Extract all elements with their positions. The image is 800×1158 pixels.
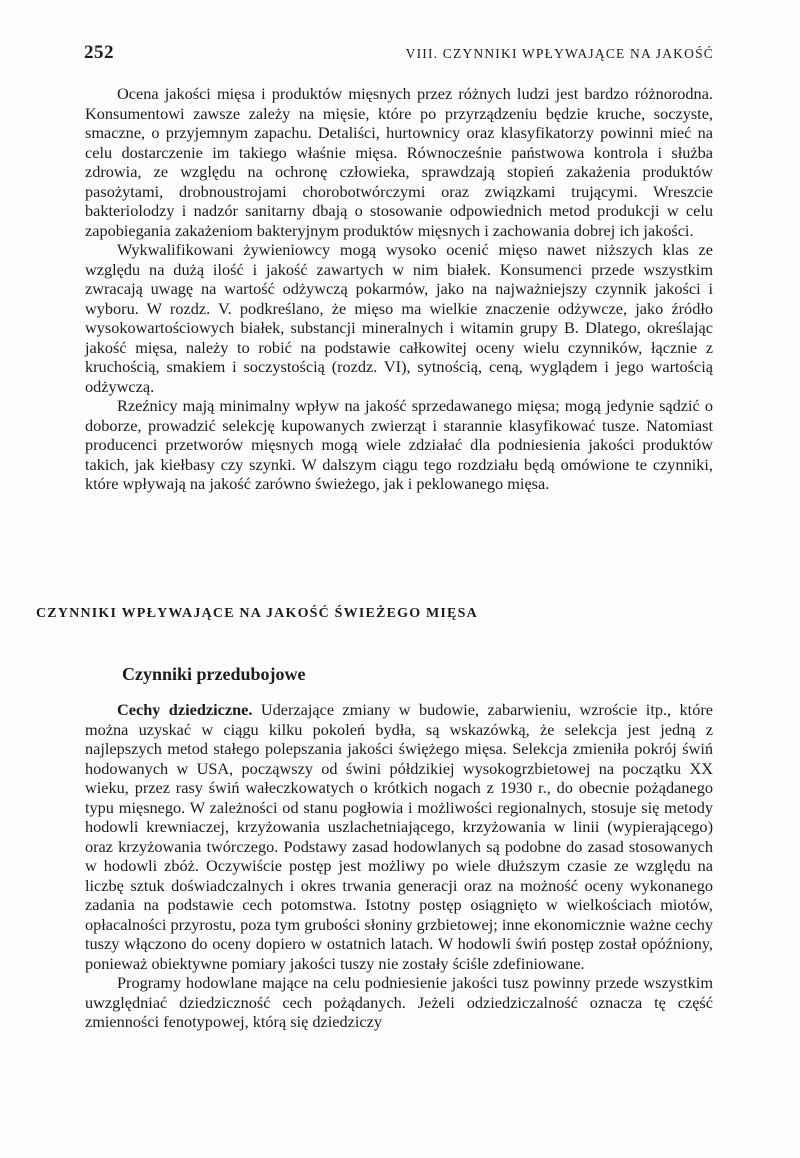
lead-paragraph-text: Uderzające zmiany w budowie, zabarwieniu, wzroście itp., które można uzyskać w ciągu kilku pokoleń bydła, są wskazówką, że selekcja jest jedną z najlepszych metod stałego polepszania jakości świężego mięsa. Selekcja zmieniła pokrój świń hodowanych w USA, począwszy od świni półdzikiej wysokogrzbietowej na początku XX wieku, przez rasy świń wałeczkowatych o krótkich nogach z 1930 r., do obecnie pożądanego typu mięsnego. W zależności od stanu pogłowia i możliwości regionalnych, stosuje się metody hodowli krewniaczej, krzyżowania uszlachetniającego, krzyżowania w linii (wypierającego) oraz krzyżowania twórczego. Podstawy zasad hodowlanych są podobne do zasad stosowanych w hodowli zbóż. Oczywiście postęp jest możliwy po wiele dłuższym czasie ze względu na liczbę sztuk doświadczalnych i okres trwania generacji oraz na możność oceny wykonanego zadania na podstawie cech potomstwa. Istotny postęp osiągnięto w wielkościach miotów, opłacalności przyrostu, poza tym grubości słoniny grzbietowej; inne ekonomicznie ważne cechy tuszy włączono do oceny dopiero w ostatnich latach. W hodowli świń postęp został opóźniony, ponieważ obiektywne pomiary jakości tuszy nie zostały ściśle zdefiniowane. xyxy=(85,700,713,973)
subsection-heading: Czynniki przedubojowe xyxy=(122,664,306,684)
page-number: 252 xyxy=(84,42,114,63)
section-heading: CZYNNIKI WPŁYWAJĄCE NA JAKOŚĆ ŚWIEŻEGO MIĘSA xyxy=(36,606,478,621)
paragraph-quality-assessment: Ocena jakości mięsa i produktów mięsnych przez różnych ludzi jest bardzo różnorodna. Konsumentowi zawsze zależy na mięsie, które po przyrządzeniu będzie kruche, soczyste, smaczne, o przyjemnym zapachu. Detaliści, hurtownicy oraz klasyfikatorzy powinni mieć na celu dostarczenie im takiego właśnie mięsa. Równocześnie państwowa kontrola i służba zdrowia, ze względu na ochronę człowieka, sprawdzają stopień zakażenia produktów pasożytami, drobnoustrojami chorobotwórczymi oraz związkami trującymi. Wreszcie bakteriolodzy i nadzór sanitarny dbają o stosowanie odpowiednich metod produkcji w celu zapobiegania zakażeniom bakteryjnym produktów mięsnych i zachowania dobrej ich jakości. xyxy=(85,84,713,240)
lead-term: Cechy dziedziczne. xyxy=(117,700,253,719)
paragraph-nutrition: Wykwalifikowani żywieniowcy mogą wysoko ocenić mięso nawet niższych klas ze względu na dużą ilość i jakość zawartych w nim białek. Konsumenci przede wszystkim zwracają uwagę na wartość odżywczą pokarmów, jako na najważniejszy czynnik jakości i wyboru. W rozdz. V. podkreślano, że mięso ma wielkie znaczenie odżywcze, jako źródło wysokowartościowych białek, substancji mineralnych i witamin grupy B. Dlatego, określając jakość mięsa, należy to robić na podstawie całkowitej oceny wielu czynników, łącznie z kruchością, smakiem i soczystością (rozdz. VI), sytnością, ceną, wyglądem i jego wartością odżywczą. xyxy=(85,240,713,396)
paragraph-butchers: Rzeźnicy mają minimalny wpływ na jakość sprzedawanego mięsa; mogą jedynie sądzić o doborze, prowadzić selekcję kupowanych zwierząt i starannie klasyfikować tusze. Natomiast producenci przetworów mięsnych mogą wiele zdziałać dla podniesienia jakości produktów takich, jak kiełbasy czy szynki. W dalszym ciągu tego rozdziału będą omówione te czynniki, które wpływają na jakość zarówno świeżego, jak i peklowanego mięsa. xyxy=(85,396,713,493)
paragraph-breeding-programs: Programy hodowlane mające na celu podniesienie jakości tusz powinny przede wszystkim uwzględniać dziedziczność cech pożądanych. Jeżeli odziedziczalność oznacza tę część zmienności fenotypowej, którą się dziedziczy xyxy=(85,973,713,1031)
paragraph-hereditary-traits xyxy=(85,700,713,973)
chapter-title: VIII. CZYNNIKI WPŁYWAJĄCE NA JAKOŚĆ xyxy=(405,46,714,61)
intro-text xyxy=(85,84,713,494)
section-text xyxy=(85,700,713,1032)
running-head xyxy=(84,42,714,66)
